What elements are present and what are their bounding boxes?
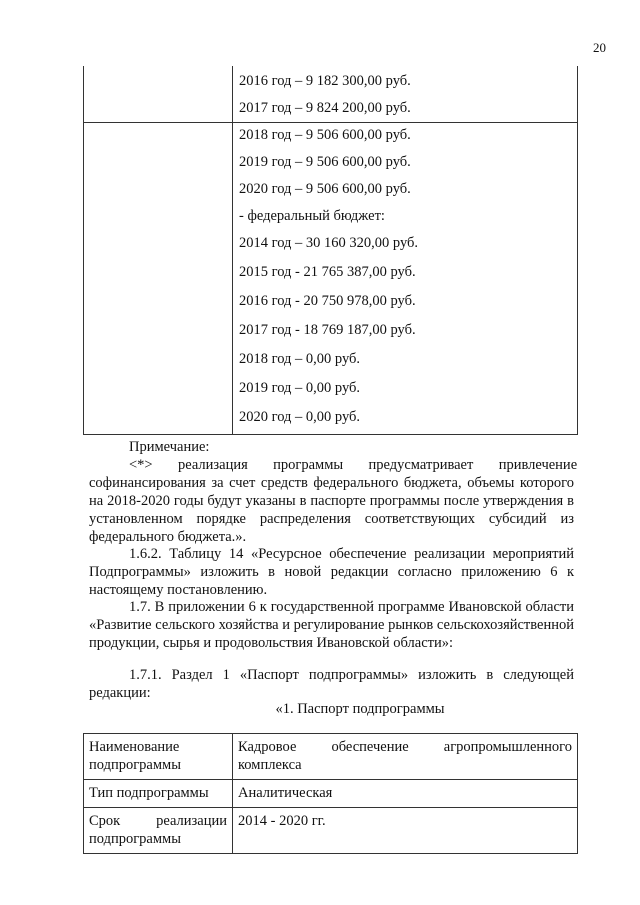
funding-table-continuation	[83, 66, 578, 435]
paragraph-1-7-1	[89, 666, 574, 702]
funding-line: 2020 год – 0,00 руб.	[239, 409, 361, 425]
note-first-line: <*> реализация программы предусматривает привлечение	[129, 457, 578, 473]
table-cell-empty	[84, 123, 233, 435]
note-block	[89, 438, 578, 546]
table-cell-values	[233, 66, 578, 123]
funding-line: 2014 год – 30 160 320,00 руб.	[239, 235, 419, 251]
funding-line: - федеральный бюджет:	[239, 208, 385, 224]
funding-line: 2020 год – 9 506 600,00 руб.	[239, 181, 411, 197]
table-row	[84, 123, 578, 435]
funding-line: 2017 год - 18 769 187,00 руб.	[239, 322, 416, 338]
passport-value: Кадровое обеспечение агропромышленного комплекса	[233, 734, 578, 780]
funding-line: 2016 год – 9 182 300,00 руб.	[239, 73, 411, 89]
section-title: «1. Паспорт подпрограммы	[275, 701, 445, 717]
table-row	[84, 734, 578, 780]
table-row	[84, 808, 578, 854]
page-number: 20	[593, 40, 606, 55]
note-heading: Примечание:	[129, 439, 210, 455]
funding-line: 2019 год – 9 506 600,00 руб.	[239, 154, 411, 170]
paragraph-1-7	[89, 598, 574, 652]
paragraph-text: 1.7.1. Раздел 1 «Паспорт подпрограммы» изложить в следующей редакции:	[89, 667, 574, 701]
table-row	[84, 66, 578, 123]
table-cell-empty	[84, 66, 233, 123]
passport-label: Тип подпрограммы	[84, 780, 233, 808]
paragraph-text: 1.7. В приложении 6 к государственной программе Ивановской области «Развитие сельского хозяйства и регулирование рынков сельскохозяйственной продукции, сырья и продовольствия Ивановской области»:	[89, 599, 574, 651]
passport-label: Срок реализации подпрограммы	[84, 808, 233, 854]
passport-table	[83, 733, 578, 854]
funding-line: 2018 год – 0,00 руб.	[239, 351, 361, 367]
passport-value: Аналитическая	[233, 780, 578, 808]
funding-line: 2016 год - 20 750 978,00 руб.	[239, 293, 416, 309]
note-text: софинансирования за счет средств федерального бюджета, объемы которого на 2018-2020 годы будут указаны в паспорте программы после утверждения в установленном порядке распределения соответствующих субсидий из федерального бюджета.».	[89, 475, 574, 545]
paragraph-1-6-2	[89, 545, 574, 599]
paragraph-text: 1.6.2. Таблицу 14 «Ресурсное обеспечение реализации мероприятий Подпрограммы» изложить в новой редакции согласно приложению 6 к настоящему постановлению.	[89, 546, 574, 598]
passport-label: Наименование подпрограммы	[84, 734, 233, 780]
funding-line: 2018 год – 9 506 600,00 руб.	[239, 127, 411, 143]
table-cell-values	[233, 123, 578, 435]
funding-line: 2017 год – 9 824 200,00 руб.	[239, 100, 411, 116]
passport-value: 2014 - 2020 гг.	[233, 808, 578, 854]
funding-line: 2015 год - 21 765 387,00 руб.	[239, 264, 416, 280]
table-row	[84, 780, 578, 808]
funding-line: 2019 год – 0,00 руб.	[239, 380, 361, 396]
